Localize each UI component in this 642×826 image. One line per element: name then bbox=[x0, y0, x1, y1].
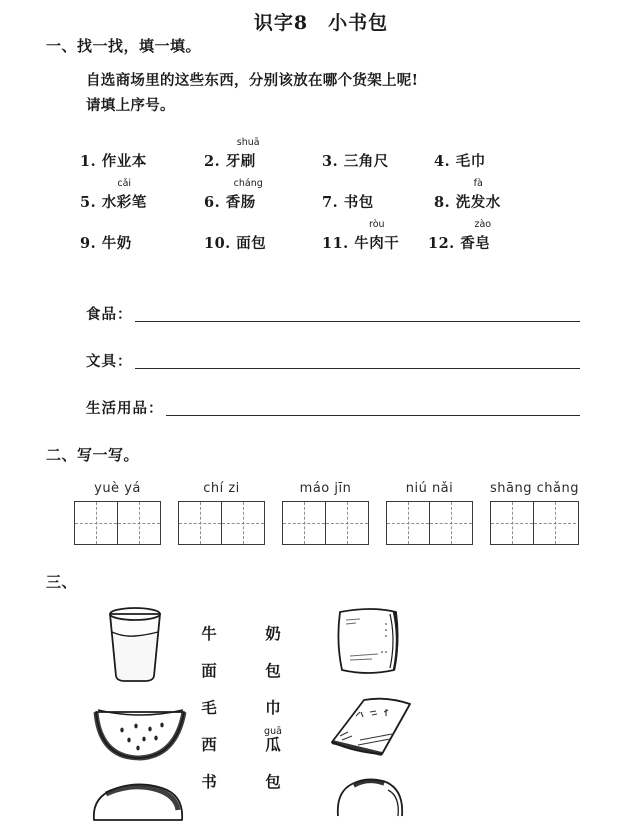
matching-exercise bbox=[0, 602, 642, 822]
character-cell[interactable]: 书 bbox=[201, 772, 217, 791]
left-picture-column bbox=[88, 602, 198, 826]
ruby-base: 肠 bbox=[240, 194, 256, 211]
character-cell[interactable] bbox=[262, 772, 284, 792]
character-cell[interactable] bbox=[262, 661, 284, 681]
pinyin-text: fà bbox=[473, 178, 483, 189]
category-blank-list bbox=[86, 279, 642, 420]
ruby-annotation bbox=[236, 137, 260, 171]
towel-package-icon bbox=[330, 602, 450, 682]
item-word: 作业本 bbox=[101, 153, 147, 170]
item-word: 水 bbox=[101, 194, 117, 211]
tianzige-grid[interactable] bbox=[490, 501, 579, 545]
item-number: 5. bbox=[80, 194, 97, 211]
writing-cell bbox=[178, 481, 265, 545]
section-one-heading: 一、找一找，填一填。 bbox=[46, 37, 202, 55]
ruby-base: 肉 bbox=[369, 235, 385, 252]
section-one-prompt bbox=[86, 68, 642, 118]
prompt-line-2: 请填上序号。 bbox=[86, 97, 175, 114]
character-cell[interactable] bbox=[262, 624, 284, 644]
ruby-base: 巾 bbox=[265, 698, 281, 717]
pinyin-label: shāng chǎng bbox=[490, 481, 579, 496]
item-row bbox=[80, 130, 540, 171]
list-item bbox=[204, 232, 322, 253]
list-item bbox=[204, 178, 322, 212]
item-number: 7. bbox=[322, 194, 339, 211]
list-item bbox=[80, 178, 204, 212]
category-row bbox=[86, 279, 642, 326]
exercise-book-icon bbox=[330, 692, 450, 764]
item-row bbox=[80, 171, 540, 212]
list-item bbox=[322, 191, 434, 212]
character-columns bbox=[198, 624, 284, 792]
pinyin-text: ròu bbox=[369, 219, 385, 230]
pinyin-label: yuè yá bbox=[94, 481, 141, 496]
prompt-line-1: 自选商场里的这些东西，分别该放在哪个货架上呢! bbox=[86, 72, 419, 89]
list-item bbox=[204, 137, 322, 171]
category-label: 文具： bbox=[86, 353, 133, 370]
tianzige-box[interactable] bbox=[533, 502, 576, 544]
ruby-annotation bbox=[265, 698, 281, 718]
list-item bbox=[428, 219, 492, 253]
tianzige-box[interactable] bbox=[117, 502, 160, 544]
ruby-base: 包 bbox=[265, 772, 281, 791]
ruby-annotation bbox=[474, 219, 492, 253]
pinyin-label: niú nǎi bbox=[405, 481, 454, 496]
ruby-base: 瓜 bbox=[265, 735, 281, 754]
character-cell[interactable]: 毛 bbox=[201, 698, 217, 717]
tianzige-box[interactable] bbox=[429, 502, 472, 544]
ruby-base: 奶 bbox=[265, 624, 281, 643]
character-column-left bbox=[198, 624, 220, 792]
pinyin-text: cǎi bbox=[117, 178, 132, 189]
ruby-annotation bbox=[264, 726, 282, 755]
writing-cell bbox=[386, 481, 473, 545]
list-item bbox=[434, 150, 486, 171]
item-word: 牛 bbox=[354, 235, 370, 252]
ruby-base: 刷 bbox=[240, 153, 256, 170]
ruby-base: 发 bbox=[470, 194, 486, 211]
item-word-after: 水 bbox=[485, 194, 501, 211]
ruby-annotation bbox=[470, 178, 486, 212]
tianzige-box[interactable] bbox=[75, 502, 117, 544]
list-item bbox=[322, 219, 428, 253]
item-row bbox=[80, 212, 540, 253]
list-item bbox=[434, 178, 501, 212]
writing-practice-row bbox=[74, 481, 642, 545]
category-row bbox=[86, 326, 642, 373]
item-word: 面包 bbox=[236, 235, 267, 252]
ruby-annotation bbox=[116, 178, 132, 212]
character-cell[interactable]: 面 bbox=[201, 661, 217, 680]
tianzige-box[interactable] bbox=[179, 502, 221, 544]
schoolbag-icon bbox=[330, 774, 450, 818]
glass-of-milk-icon bbox=[88, 602, 198, 684]
pinyin-text: cháng bbox=[233, 178, 263, 189]
writing-cell bbox=[490, 481, 579, 545]
item-list bbox=[80, 130, 540, 253]
writing-cell bbox=[74, 481, 161, 545]
tianzige-box[interactable] bbox=[491, 502, 533, 544]
list-item bbox=[322, 150, 434, 171]
tianzige-box[interactable] bbox=[387, 502, 429, 544]
item-word: 香 bbox=[460, 235, 476, 252]
item-number: 12. bbox=[428, 235, 455, 252]
item-word: 牙 bbox=[225, 153, 241, 170]
right-picture-column bbox=[330, 602, 450, 818]
item-word: 书包 bbox=[343, 194, 374, 211]
item-number: 11. bbox=[322, 235, 349, 252]
category-label: 生活用品： bbox=[86, 400, 164, 417]
item-number: 6. bbox=[204, 194, 221, 211]
item-number: 3. bbox=[322, 153, 339, 170]
ruby-base: 皂 bbox=[475, 235, 491, 252]
item-word: 三角尺 bbox=[343, 153, 389, 170]
writing-cell bbox=[282, 481, 369, 545]
tianzige-grid[interactable] bbox=[74, 501, 161, 545]
character-cell[interactable] bbox=[262, 726, 284, 755]
ruby-base: 彩 bbox=[116, 194, 132, 211]
tianzige-grid[interactable] bbox=[178, 501, 265, 545]
item-word: 牛奶 bbox=[101, 235, 132, 252]
ruby-annotation bbox=[265, 661, 281, 681]
character-cell[interactable]: 西 bbox=[201, 735, 217, 754]
character-column-right bbox=[262, 624, 284, 792]
list-item bbox=[80, 150, 204, 171]
tianzige-box[interactable] bbox=[221, 502, 264, 544]
pinyin-label: máo jīn bbox=[299, 481, 352, 496]
item-number: 9. bbox=[80, 235, 97, 252]
item-word: 洗 bbox=[455, 194, 471, 211]
item-number: 10. bbox=[204, 235, 231, 252]
category-row bbox=[86, 373, 642, 420]
character-cell[interactable]: 牛 bbox=[201, 624, 217, 643]
ruby-annotation bbox=[265, 772, 281, 792]
pinyin-text: shuā bbox=[236, 137, 260, 148]
ruby-annotation bbox=[233, 178, 263, 212]
answer-blank-line[interactable] bbox=[166, 415, 581, 416]
item-number: 8. bbox=[434, 194, 451, 211]
list-item bbox=[80, 232, 204, 253]
tianzige-grid[interactable] bbox=[282, 501, 369, 545]
page-title: 识字8 小书包 bbox=[253, 12, 389, 34]
pinyin-text: zào bbox=[474, 219, 492, 230]
pinyin-label: chí zi bbox=[203, 481, 240, 496]
section-three-heading: 三、 bbox=[46, 573, 78, 591]
bread-loaf-icon bbox=[88, 776, 198, 826]
item-word: 香 bbox=[225, 194, 241, 211]
pinyin-text: guā bbox=[264, 726, 282, 737]
category-label: 食品： bbox=[86, 306, 133, 323]
watermelon-slice-icon bbox=[88, 696, 198, 766]
item-number: 1. bbox=[80, 153, 97, 170]
ruby-annotation bbox=[369, 219, 385, 253]
item-number: 2. bbox=[204, 153, 221, 170]
tianzige-box[interactable] bbox=[283, 502, 325, 544]
tianzige-box[interactable] bbox=[325, 502, 368, 544]
item-word: 毛巾 bbox=[455, 153, 486, 170]
section-two-heading: 二、写一写。 bbox=[46, 446, 140, 464]
tianzige-grid[interactable] bbox=[386, 501, 473, 545]
ruby-annotation bbox=[265, 624, 281, 644]
item-word-after: 笔 bbox=[131, 194, 147, 211]
item-word-after: 干 bbox=[384, 235, 400, 252]
ruby-base: 包 bbox=[265, 661, 281, 680]
answer-blank-line[interactable] bbox=[135, 321, 581, 322]
item-number: 4. bbox=[434, 153, 451, 170]
answer-blank-line[interactable] bbox=[135, 368, 581, 369]
character-cell[interactable] bbox=[262, 698, 284, 718]
